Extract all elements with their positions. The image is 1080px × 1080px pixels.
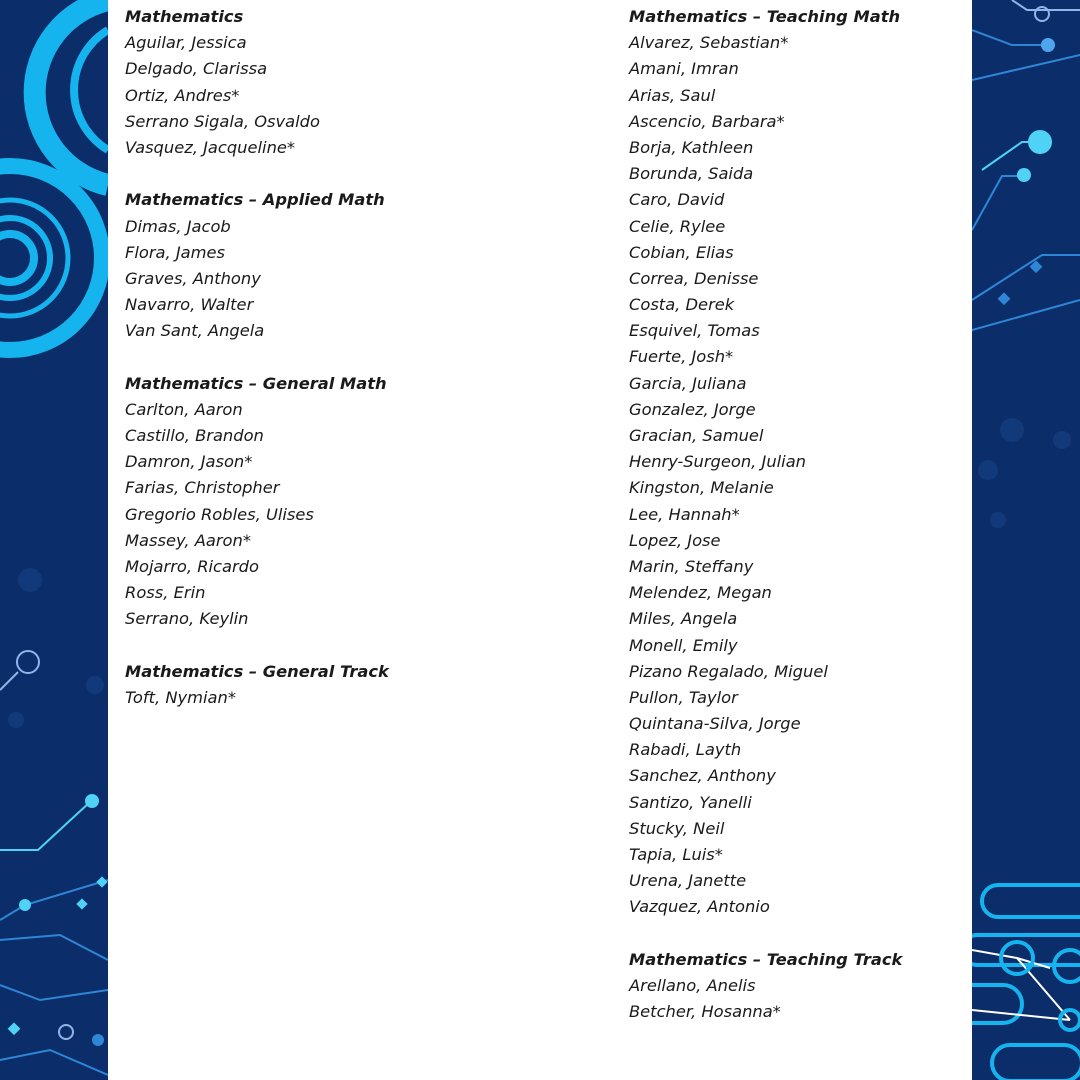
student-name: Massey, Aaron* [125,530,251,550]
student-name: Celie, Rylee [629,216,726,236]
student-name: Henry-Surgeon, Julian [629,452,806,472]
student-name: Ascencio, Barbara* [629,111,785,131]
student-name: Carlton, Aaron [125,399,243,419]
section-heading: Mathematics – Teaching Math [629,7,901,26]
section-applied-math [125,187,505,344]
section-mathematics [125,4,505,161]
left-column [125,4,505,737]
student-name: Melendez, Megan [629,583,772,603]
student-name: Ross, Erin [125,583,206,603]
student-name: Vazquez, Antonio [629,897,770,917]
student-name: Borunda, Saida [629,164,754,184]
student-name: Urena, Janette [629,871,747,891]
section-heading: Mathematics [125,7,244,26]
section-heading: Mathematics – General Math [125,373,387,393]
section-heading: Mathematics – Teaching Track [629,949,903,969]
circuit-pattern-icon [972,0,1080,1080]
student-name: Serrano, Keylin [125,609,249,629]
student-name: Garcia, Juliana [629,373,747,393]
student-name: Pullon, Taylor [629,687,738,707]
document-page [108,0,972,1080]
section-general-track [125,659,505,711]
student-name: Van Sant, Angela [125,321,265,341]
student-name: Correa, Denisse [629,268,759,288]
left-decorative-border [0,0,108,1080]
section-general-math [125,371,505,633]
student-name: Damron, Jason* [125,452,253,472]
student-name: Castillo, Brandon [125,426,264,445]
student-name: Flora, James [125,242,226,262]
student-name: Fuerte, Josh* [629,347,734,367]
student-name: Betcher, Hosanna* [629,1002,781,1022]
student-name: Amani, Imran [629,59,739,79]
student-name: Costa, Derek [629,295,735,315]
student-name: Gregorio Robles, Ulises [125,504,314,524]
student-name: Delgado, Clarissa [125,59,268,79]
student-name: Stucky, Neil [629,818,725,838]
student-name: Caro, David [629,190,725,210]
section-teaching-math [629,4,969,921]
student-name: Santizo, Yanelli [629,792,752,812]
student-name: Kingston, Melanie [629,478,774,498]
student-name: Marin, Steffany [629,556,754,576]
right-decorative-border [972,0,1080,1080]
student-name: Graves, Anthony [125,268,261,288]
student-name: Esquivel, Tomas [629,321,760,341]
student-name: Gonzalez, Jorge [629,399,756,419]
student-name: Rabadi, Layth [629,740,742,760]
student-name: Navarro, Walter [125,295,254,315]
section-teaching-track [629,947,969,1026]
student-name: Dimas, Jacob [125,216,231,236]
student-name: Gracian, Samuel [629,426,764,445]
student-name: Lopez, Jose [629,530,721,550]
student-name: Miles, Angela [629,609,738,629]
student-name: Mojarro, Ricardo [125,556,259,576]
student-name: Ortiz, Andres* [125,85,240,105]
student-name: Serrano Sigala, Osvaldo [125,111,320,131]
student-name: Borja, Kathleen [629,137,754,157]
student-name: Farias, Christopher [125,478,280,498]
right-column [629,4,969,1052]
section-heading: Mathematics – General Track [125,661,389,681]
circuit-pattern-icon [0,0,108,1080]
student-name: Sanchez, Anthony [629,766,776,786]
student-name: Alvarez, Sebastian* [629,33,789,53]
section-heading: Mathematics – Applied Math [125,190,385,210]
student-name: Quintana-Silva, Jorge [629,714,801,734]
student-name: Cobian, Elias [629,242,734,262]
student-name: Vasquez, Jacqueline* [125,137,296,157]
student-name: Tapia, Luis* [629,845,723,864]
student-name: Arias, Saul [629,85,716,105]
student-name: Arellano, Anelis [629,975,756,995]
student-name: Monell, Emily [629,635,738,655]
student-name: Pizano Regalado, Miguel [629,661,828,681]
student-name: Aguilar, Jessica [125,33,247,53]
student-name: Toft, Nymian* [125,687,236,707]
student-name: Lee, Hannah* [629,504,740,524]
